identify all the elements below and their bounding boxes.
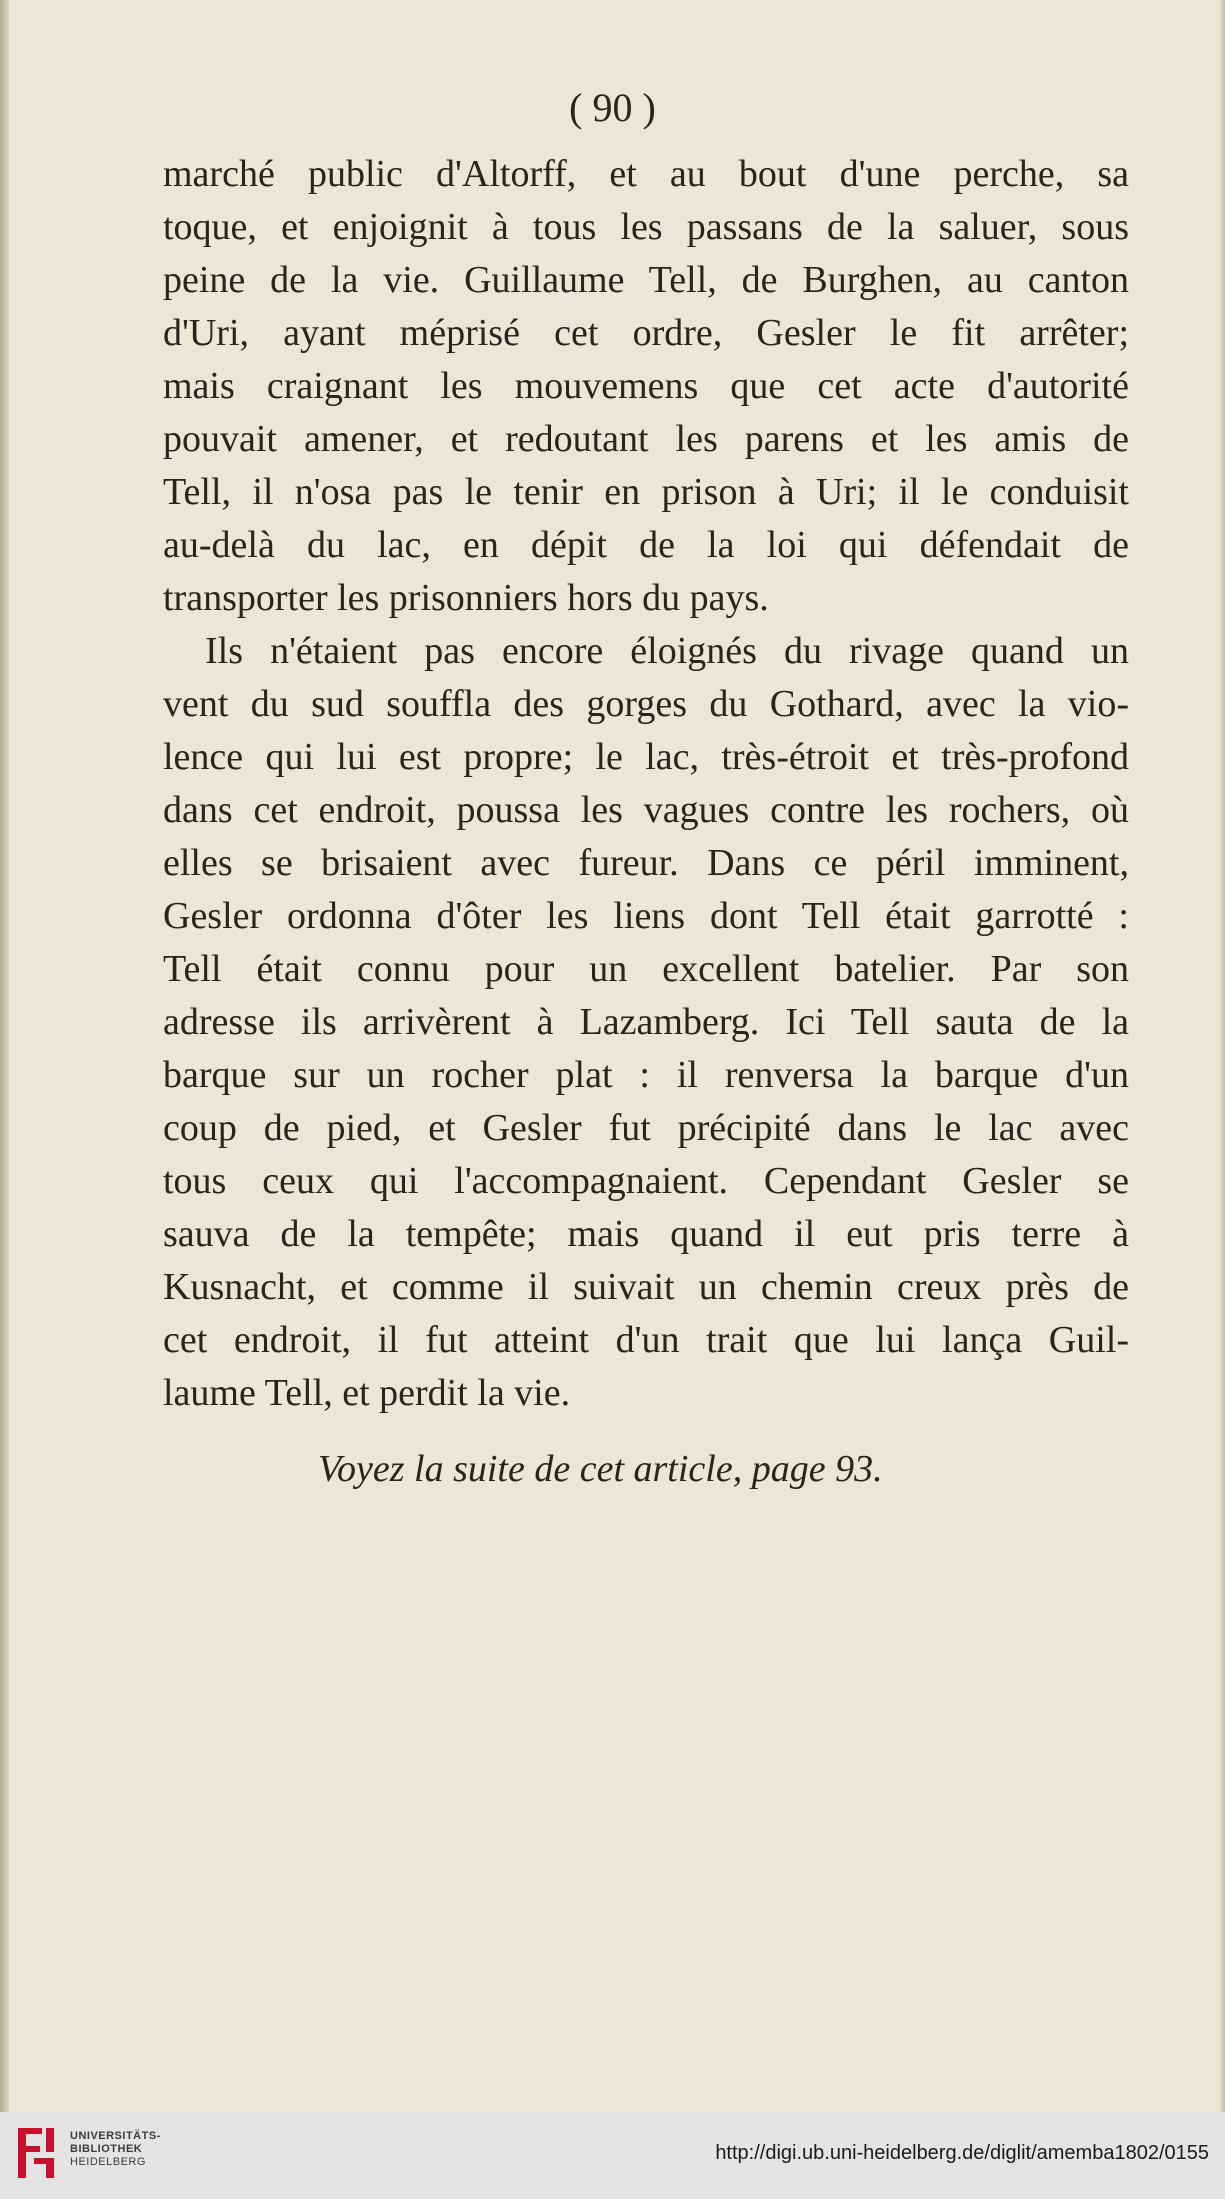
library-name-line: HEIDELBERG [70,2156,146,2168]
text-line: transporter les prisonniers hors du pays. [163,577,769,619]
text-line: mais craignant les mouvemens que cet acte d'autorité [163,365,1129,407]
text-line: d'Uri, ayant méprisé cet ordre, Gesler le fit arrêter; [163,312,1129,354]
text-line: barque sur un rocher plat : il renversa la barque d'un [163,1054,1129,1096]
library-name-line: BIBLIOTHEK [70,2143,143,2155]
paragraph-2 [163,625,1129,1420]
text-line: Kusnacht, et comme il suivait un chemin creux près de [163,1266,1129,1308]
paragraph-1 [163,148,1129,625]
text-line: Tell, il n'osa pas le tenir en prison à Uri; il le conduisit [163,471,1129,513]
text-line: tous ceux qui l'accompagnaient. Cependant Gesler se [163,1160,1129,1202]
text-line: Gesler ordonna d'ôter les liens dont Tell était garrotté : [163,895,1129,937]
page-number: ( 90 ) [569,85,656,130]
text-line: au-delà du lac, en dépit de la loi qui défendait de [163,524,1129,566]
text-line: dans cet endroit, poussa les vagues contre les rochers, où [163,789,1129,831]
text-line: pouvait amener, et redoutant les parens et les amis de [163,418,1129,460]
library-name-line: UNIVERSITÄTS- [70,2130,161,2142]
page-left-edge [0,0,9,2112]
body-text [163,148,1129,1420]
text-line: toque, et enjoignit à tous les passans de la saluer, sous [163,206,1129,248]
footer-bar [0,2112,1225,2199]
text-line: coup de pied, et Gesler fut précipité dans le lac avec [163,1107,1129,1149]
text-line: elles se brisaient avec fureur. Dans ce péril imminent, [163,842,1129,884]
page-right-edge [1219,0,1225,2112]
text-line: lence qui lui est propre; le lac, très-étroit et très-profond [163,736,1129,778]
text-line: Tell était connu pour un excellent batelier. Par son [163,948,1129,990]
text-line: marché public d'Altorff, et au bout d'une perche, sa [163,153,1129,195]
heidelberg-library-logo-icon[interactable] [12,2122,60,2184]
library-name [70,2130,161,2169]
text-line: peine de la vie. Guillaume Tell, de Burghen, au canton [163,259,1129,301]
text-line: laume Tell, et perdit la vie. [163,1372,571,1414]
text-line: cet endroit, il fut atteint d'un trait que lui lança Guil- [163,1319,1129,1361]
see-also-note: Voyez la suite de cet article, page 93. [318,1448,883,1490]
text-line: sauva de la tempête; mais quand il eut pris terre à [163,1213,1129,1255]
permalink-url[interactable]: http://digi.ub.uni-heidelberg.de/diglit/amemba1802/0155 [715,2142,1209,2164]
text-line: Ils n'étaient pas encore éloignés du rivage quand un [205,630,1129,672]
text-line: adresse ils arrivèrent à Lazamberg. Ici Tell sauta de la [163,1001,1129,1043]
text-line: vent du sud souffla des gorges du Gothard, avec la vio- [163,683,1129,725]
